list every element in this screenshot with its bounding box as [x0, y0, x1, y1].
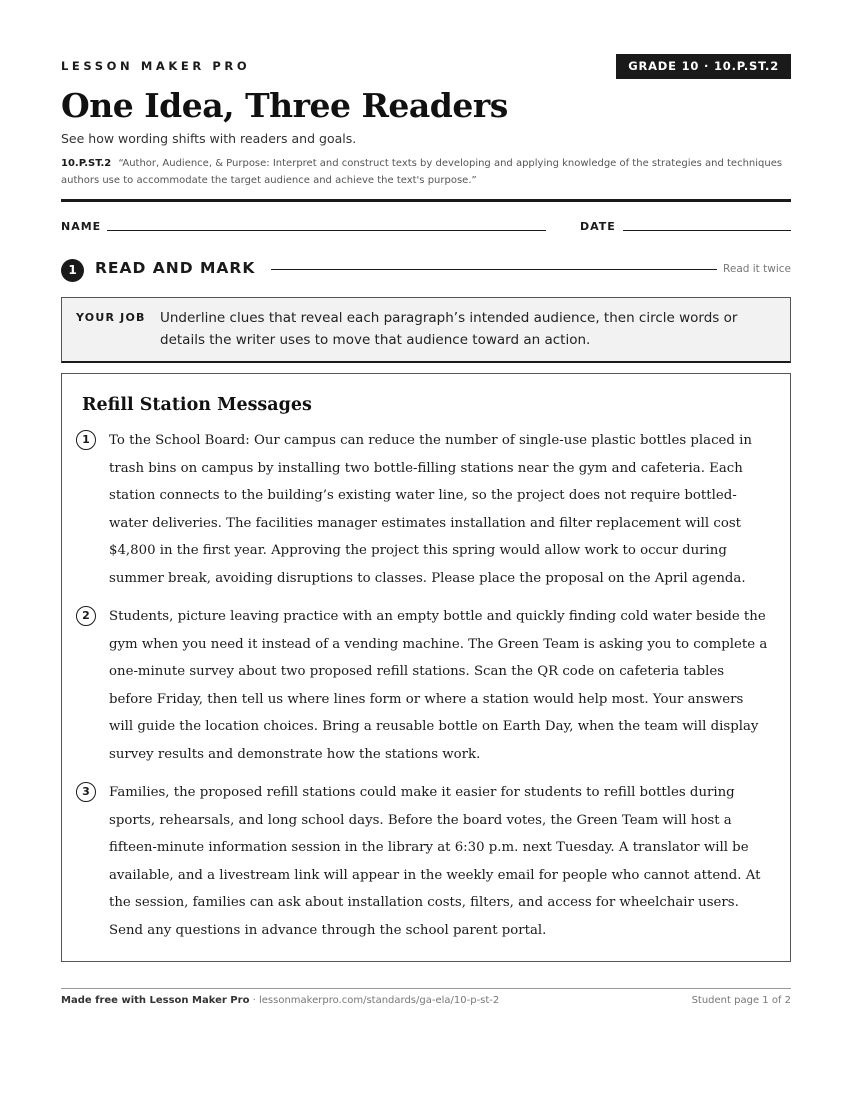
footer-made-with: Made free with Lesson Maker Pro	[61, 995, 250, 1006]
date-field[interactable]	[623, 230, 791, 231]
paragraph-3: Families, the proposed refill stations could make it easier for students to refill bottles during sports, rehearsals, and long school days. Before the board votes, the Green Team will host a fifteen-minute information session in the library at 6:30 p.m. next Tuesday. A translator will be available, and a livestream link will appear in the weekly email for people who cannot attend. At the session, families can ask about installation costs, filters, and access for wheelchair users. Send any questions in advance through the school parent portal.	[109, 785, 761, 938]
section-note: Read it twice	[723, 263, 791, 275]
header-divider	[61, 199, 791, 202]
reading-title: Refill Station Messages	[82, 395, 312, 415]
grade-badge: GRADE 10 · 10.P.ST.2	[616, 54, 791, 79]
date-label: DATE	[580, 220, 616, 233]
brand-name: LESSON MAKER PRO	[61, 59, 251, 73]
worksheet-page	[61, 0, 791, 1100]
your-job-label: YOUR JOB	[76, 311, 146, 324]
standard-text: “Author, Audience, & Purpose: Interpret and construct texts by developing and applying knowledge of the strategies and techniques authors use to accommodate the target audience and achieve the text's purpose.”	[61, 158, 783, 186]
paragraph-number-3: 3	[76, 782, 96, 802]
paragraph-1: To the School Board: Our campus can reduce the number of single-use plastic bottles placed in trash bins on campus by installing two bottle-filling stations near the gym and cafeteria. Each station connects to the building’s existing water line, so the project does not require bottled-water deliveries. The facilities manager estimates installation and filter replacement will cost $4,800 in the first year. Approving the project this spring would allow work to occur during summer break, avoiding disruptions to classes. Please place the proposal on the April agenda.	[109, 433, 752, 586]
footer-url: · lessonmakerpro.com/standards/ga-ela/10-p-st-2	[252, 995, 500, 1006]
paragraph-2: Students, picture leaving practice with an empty bottle and quickly finding cold water beside the gym when you need it instead of a vending machine. The Green Team is asking you to complete a one-minute survey about two proposed refill stations. Scan the QR code on cafeteria tables before Friday, then tell us where lines form or where a station would help most. Your answers will guide the location choices. Bring a reusable bottle on Earth Day, when the team will display survey results and demonstrate how the stations work.	[109, 609, 768, 762]
footer-page-number: Student page 1 of 2	[691, 995, 791, 1006]
footer-credit	[61, 995, 499, 1006]
standard-description	[61, 155, 791, 189]
footer-divider	[61, 988, 791, 989]
paragraph-number-1: 1	[76, 430, 96, 450]
your-job-box	[61, 297, 791, 363]
section-number-badge: 1	[61, 259, 84, 282]
section-divider	[271, 269, 717, 270]
name-label: NAME	[61, 220, 102, 233]
section-title: READ AND MARK	[95, 259, 256, 277]
page-subtitle: See how wording shifts with readers and goals.	[61, 131, 357, 146]
reading-passage-box	[61, 373, 791, 962]
page-title: One Idea, Three Readers	[61, 86, 508, 125]
your-job-text: Underline clues that reveal each paragraph’s intended audience, then circle words or details the writer uses to move that audience toward an action.	[160, 310, 738, 348]
standard-code: 10.P.ST.2	[61, 158, 112, 169]
paragraph-number-2: 2	[76, 606, 96, 626]
name-field[interactable]	[107, 230, 546, 231]
